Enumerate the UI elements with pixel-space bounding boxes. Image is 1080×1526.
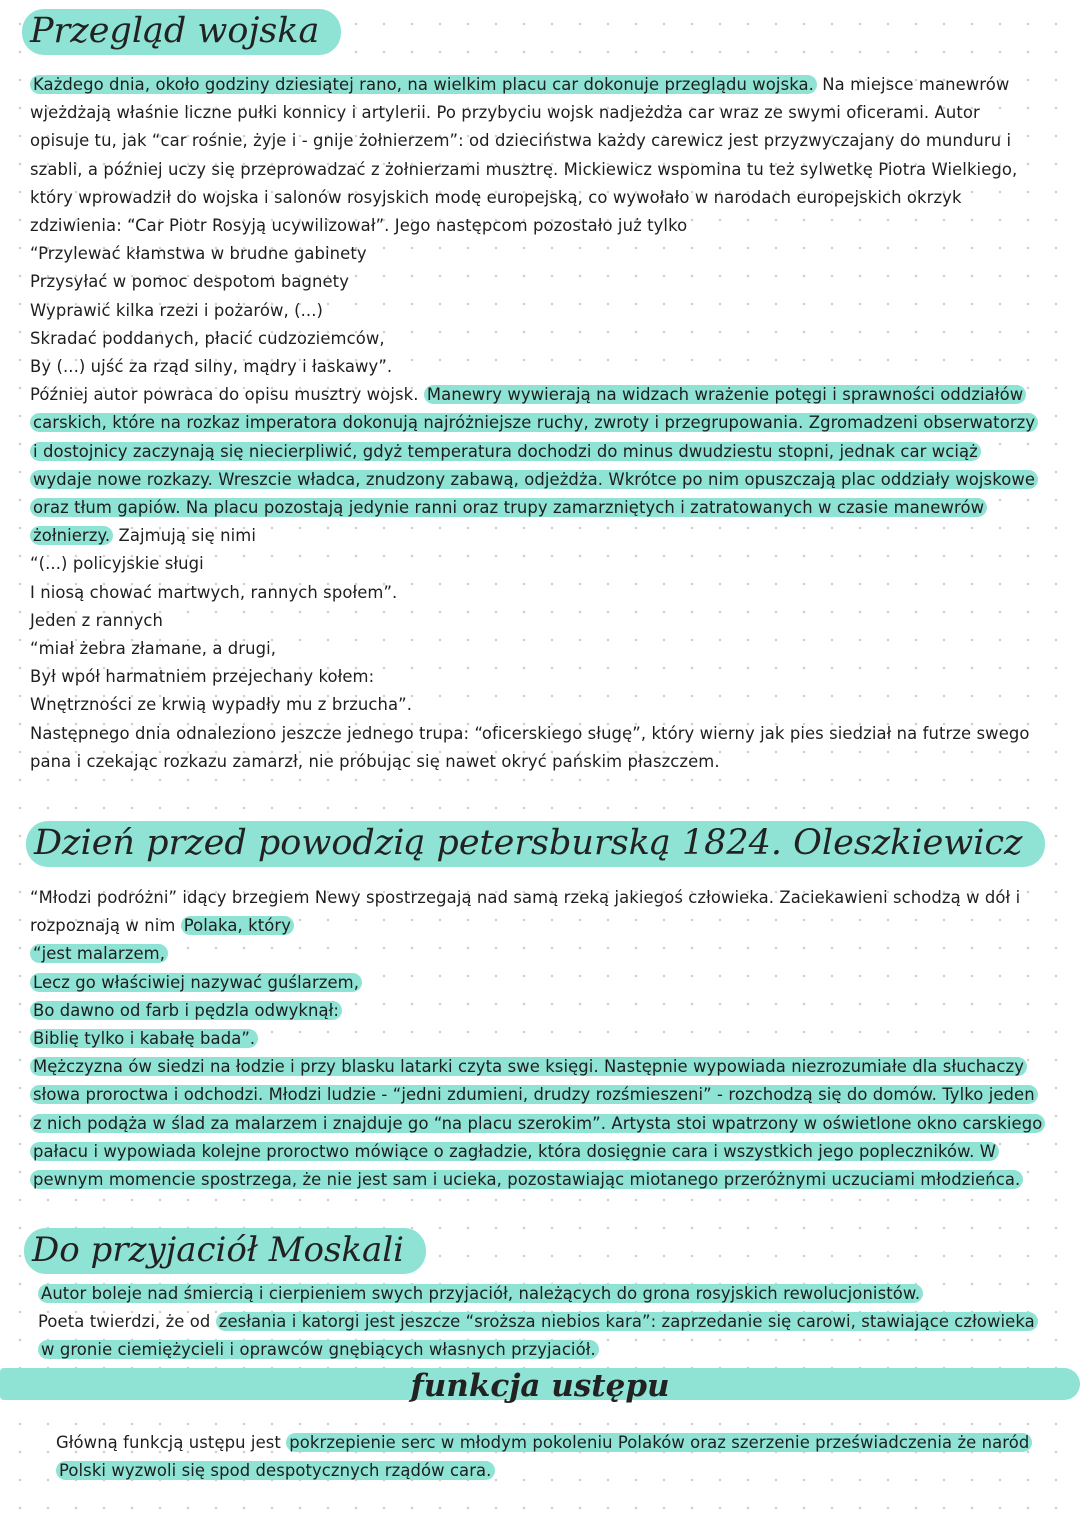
text-run: pokrzepienie serc w młodym pokoleniu Polaków oraz szerzenie przeświadczenia że naród Polski wyzwoli się spod despotycznych rządów cara. bbox=[56, 1433, 1032, 1480]
section-title-funkcja-ustepu: funkcja ustępu bbox=[410, 1368, 670, 1404]
text-run: Poeta twierdzi, że od bbox=[38, 1312, 211, 1332]
text-run: “Młodzi podróżni” idący brzegiem Newy spostrzegają nad samą rzeką jakiegoś człowieka. Zaciekawieni schodzą w dół i rozpoznają w nim bbox=[30, 888, 1021, 936]
text-run: Autor boleje nad śmiercią i cierpieniem swych przyjaciół, należących do grona rosyjskich rewolucjonistów. bbox=[38, 1284, 923, 1303]
text-run: Manewry wywierają na widzach wrażenie potęgi i sprawności oddziałów carskich, które na rozkaz imperatora dokonują najróżniejsze ruchy, zwroty i przegrupowania. Zgromadzeni obserwatorzy i dostojnicy zaczynają się niecierpliwić, gdyż temperatura dochodzi do minus dwudziestu stopni, jednak car wciąż wydaje nowe rozkazy. Wreszcie władca, znudzony zabawą, odjeżdża. Wkrótce po nim opuszczają plac oddziały wojskowe oraz tłum gapiów. Na placu pozostają jedynie ranni oraz trupy zamarzniętych i zatratowanych w czasie manewrów żołnierzy. bbox=[30, 385, 1038, 545]
text-run: Polaka, który “jest malarzem, Lecz go właściwiej nazywać guślarzem, Bo dawno od farb i pędzla odwyknął: Biblię tylko i kabałę bada”. Mężczyzna ów siedzi na łodzie i przy blasku latarki czyta swe księgi. Następnie wypowiada niezrozumiałe dla słuchaczy słowa proroctwa i odchodzi. Młodzi ludzie - “jedni zdumieni, drudzy rozśmieszeni” - rozchodzą się do domów. Tylko jeden z nich podąża w ślad za malarzem i znajduje go “na placu szerokim”. Artysta stoi wpatrzony w oświetlone okno carskiego pałacu i wypowiada kolejne proroctwo mówiące o zagładzie, która dosięgnie cara i wszystkich jego popleczników. W pewnym momencie spostrzega, że nie jest sam i ucieka, pozostawiając miotanego przeróżnymi uczuciami młodzieńca. bbox=[30, 916, 1045, 1189]
paragraph-przeglad-wojska bbox=[30, 71, 1040, 776]
text-run: Zajmują się nimi “(...) policyjskie sługi I niosą chować martwych, rannych społem”. Jeden z rannych “miał żebra złamane, a drugi, Był wpół harmatniem przejechany kołem: Wnętrzności ze krwią wypadły mu z brzucha”. Następnego dnia odnaleziono jeszcze jednego trupa: “oficerskiego sługę”, który wierny jak pies siedział na futrze swego pana i czekając rozkazu zamarzł, nie próbując się nawet okryć pańskim płaszczem. bbox=[30, 526, 1030, 771]
text-run: Główną funkcją ustępu jest bbox=[56, 1433, 287, 1452]
section-title-do-przyjaciol-moskali: Do przyjaciół Moskali bbox=[24, 1232, 426, 1269]
paragraph-dzien-przed-powodzia bbox=[30, 884, 1045, 1194]
text-run: Na miejsce manewrów wjeżdżają właśnie liczne pułki konnicy i artylerii. Po przybyciu wojsk nadjeżdża car wraz ze swymi oficerami. Autor opisuje tu, jak “car rośnie, żyje i - gnije żołnierzem”: od dzieciństwa każdy carewicz jest przyzwyczajany do munduru i szabli, a później uczy się przeprowadzać z żołnierzami musztrę. Mickiewicz wspomina tu też sylwetkę Piotra Wielkiego, który wprowadził do wojska i salonów rosyjskich modę europejską, co wywołało w narodach europejskich okrzyk zdziwienia: “Car Piotr Rosyją ucywilizował”. Jego następcom pozostało już tylko bbox=[30, 75, 1018, 236]
text-run: Każdego dnia, około godziny dziesiątej rano, na wielkim placu car dokonuje przeglądu wojska. bbox=[30, 75, 817, 94]
paragraph-funkcja-ustepu bbox=[56, 1429, 1041, 1485]
section-title-przeglad-wojska: Przegląd wojska bbox=[22, 12, 341, 51]
section-title-dzien-przed-powodzia: Dzień przed powodzią petersburską 1824. Oleszkiewicz bbox=[26, 824, 1045, 863]
paragraph-do-przyjaciol-moskali bbox=[38, 1280, 1038, 1365]
text-run: zesłania i katorgi jest jeszcze “sroższa niebios kara”: zaprzedanie się carowi, stawiające człowieka w gronie ciemiężycieli i oprawców gnębiących własnych przyjaciół. bbox=[38, 1312, 1038, 1359]
text-run: “Przylewać kłamstwa w brudne gabinety Przysyłać w pomoc despotom bagnety Wyprawić kilka rzezi i pożarów, (...) Skradać poddanych, płacić cudzoziemców, By (...) ujść za rząd silny, mądry i łaskawy”. Później autor powraca do opisu musztry wojsk. bbox=[30, 244, 419, 405]
